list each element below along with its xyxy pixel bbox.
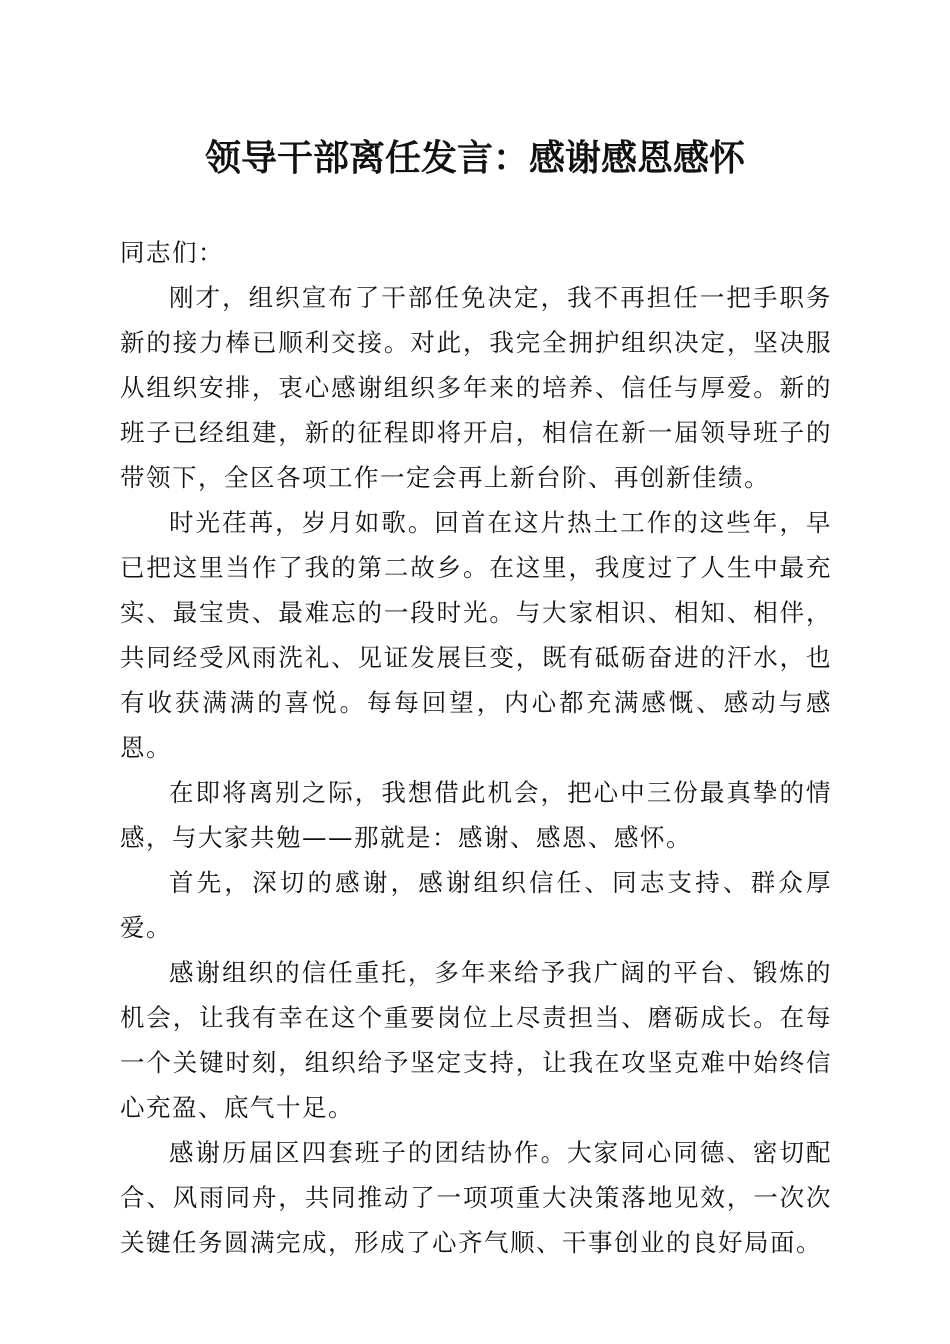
paragraph-5: 感谢组织的信任重托，多年来给予我广阔的平台、锻炼的机会，让我有幸在这个重要岗位上尽责担当、磨砺成长。在每一个关键时刻，组织给予坚定支持，让我在攻坚克难中始终信心充盈、底气十足。 (120, 958, 832, 1122)
paragraph-1: 刚才，组织宣布了干部任免决定，我不再担任一把手职务新的接力棒已顺利交接。对此，我完全拥护组织决定，坚决服从组织安排，衷心感谢组织多年来的培养、信任与厚爱。新的班子已经组建，新的征程即将开启，相信在新一届领导班子的带领下，全区各项工作一定会再上新台阶、再创新佳绩。 (120, 283, 832, 492)
document-body (120, 230, 832, 1265)
salutation: 同志们： (120, 238, 224, 267)
paragraph-2: 时光荏苒，岁月如歌。回首在这片热土工作的这些年，早已把这里当作了我的第二故乡。在这里，我度过了人生中最充实、最宝贵、最难忘的一段时光。与大家相识、相知、相伴，共同经受风雨洗礼、见证发展巨变，既有砥砺奋进的汗水，也有收获满满的喜悦。每每回望，内心都充满感慨、感动与感恩。 (120, 508, 832, 762)
document-title: 领导干部离任发言：感谢感恩感怀 (204, 137, 745, 179)
paragraph-4: 首先，深切的感谢，感谢组织信任、同志支持、群众厚爱。 (120, 868, 832, 942)
paragraph-6: 感谢历届区四套班子的团结协作。大家同心同德、密切配合、风雨同舟，共同推动了一项项重大决策落地见效，一次次关键任务圆满完成，形成了心齐气顺、干事创业的良好局面。 (120, 1138, 832, 1257)
paragraph-3: 在即将离别之际，我想借此机会，把心中三份最真挚的情感，与大家共勉——那就是：感谢、感恩、感怀。 (120, 778, 832, 852)
